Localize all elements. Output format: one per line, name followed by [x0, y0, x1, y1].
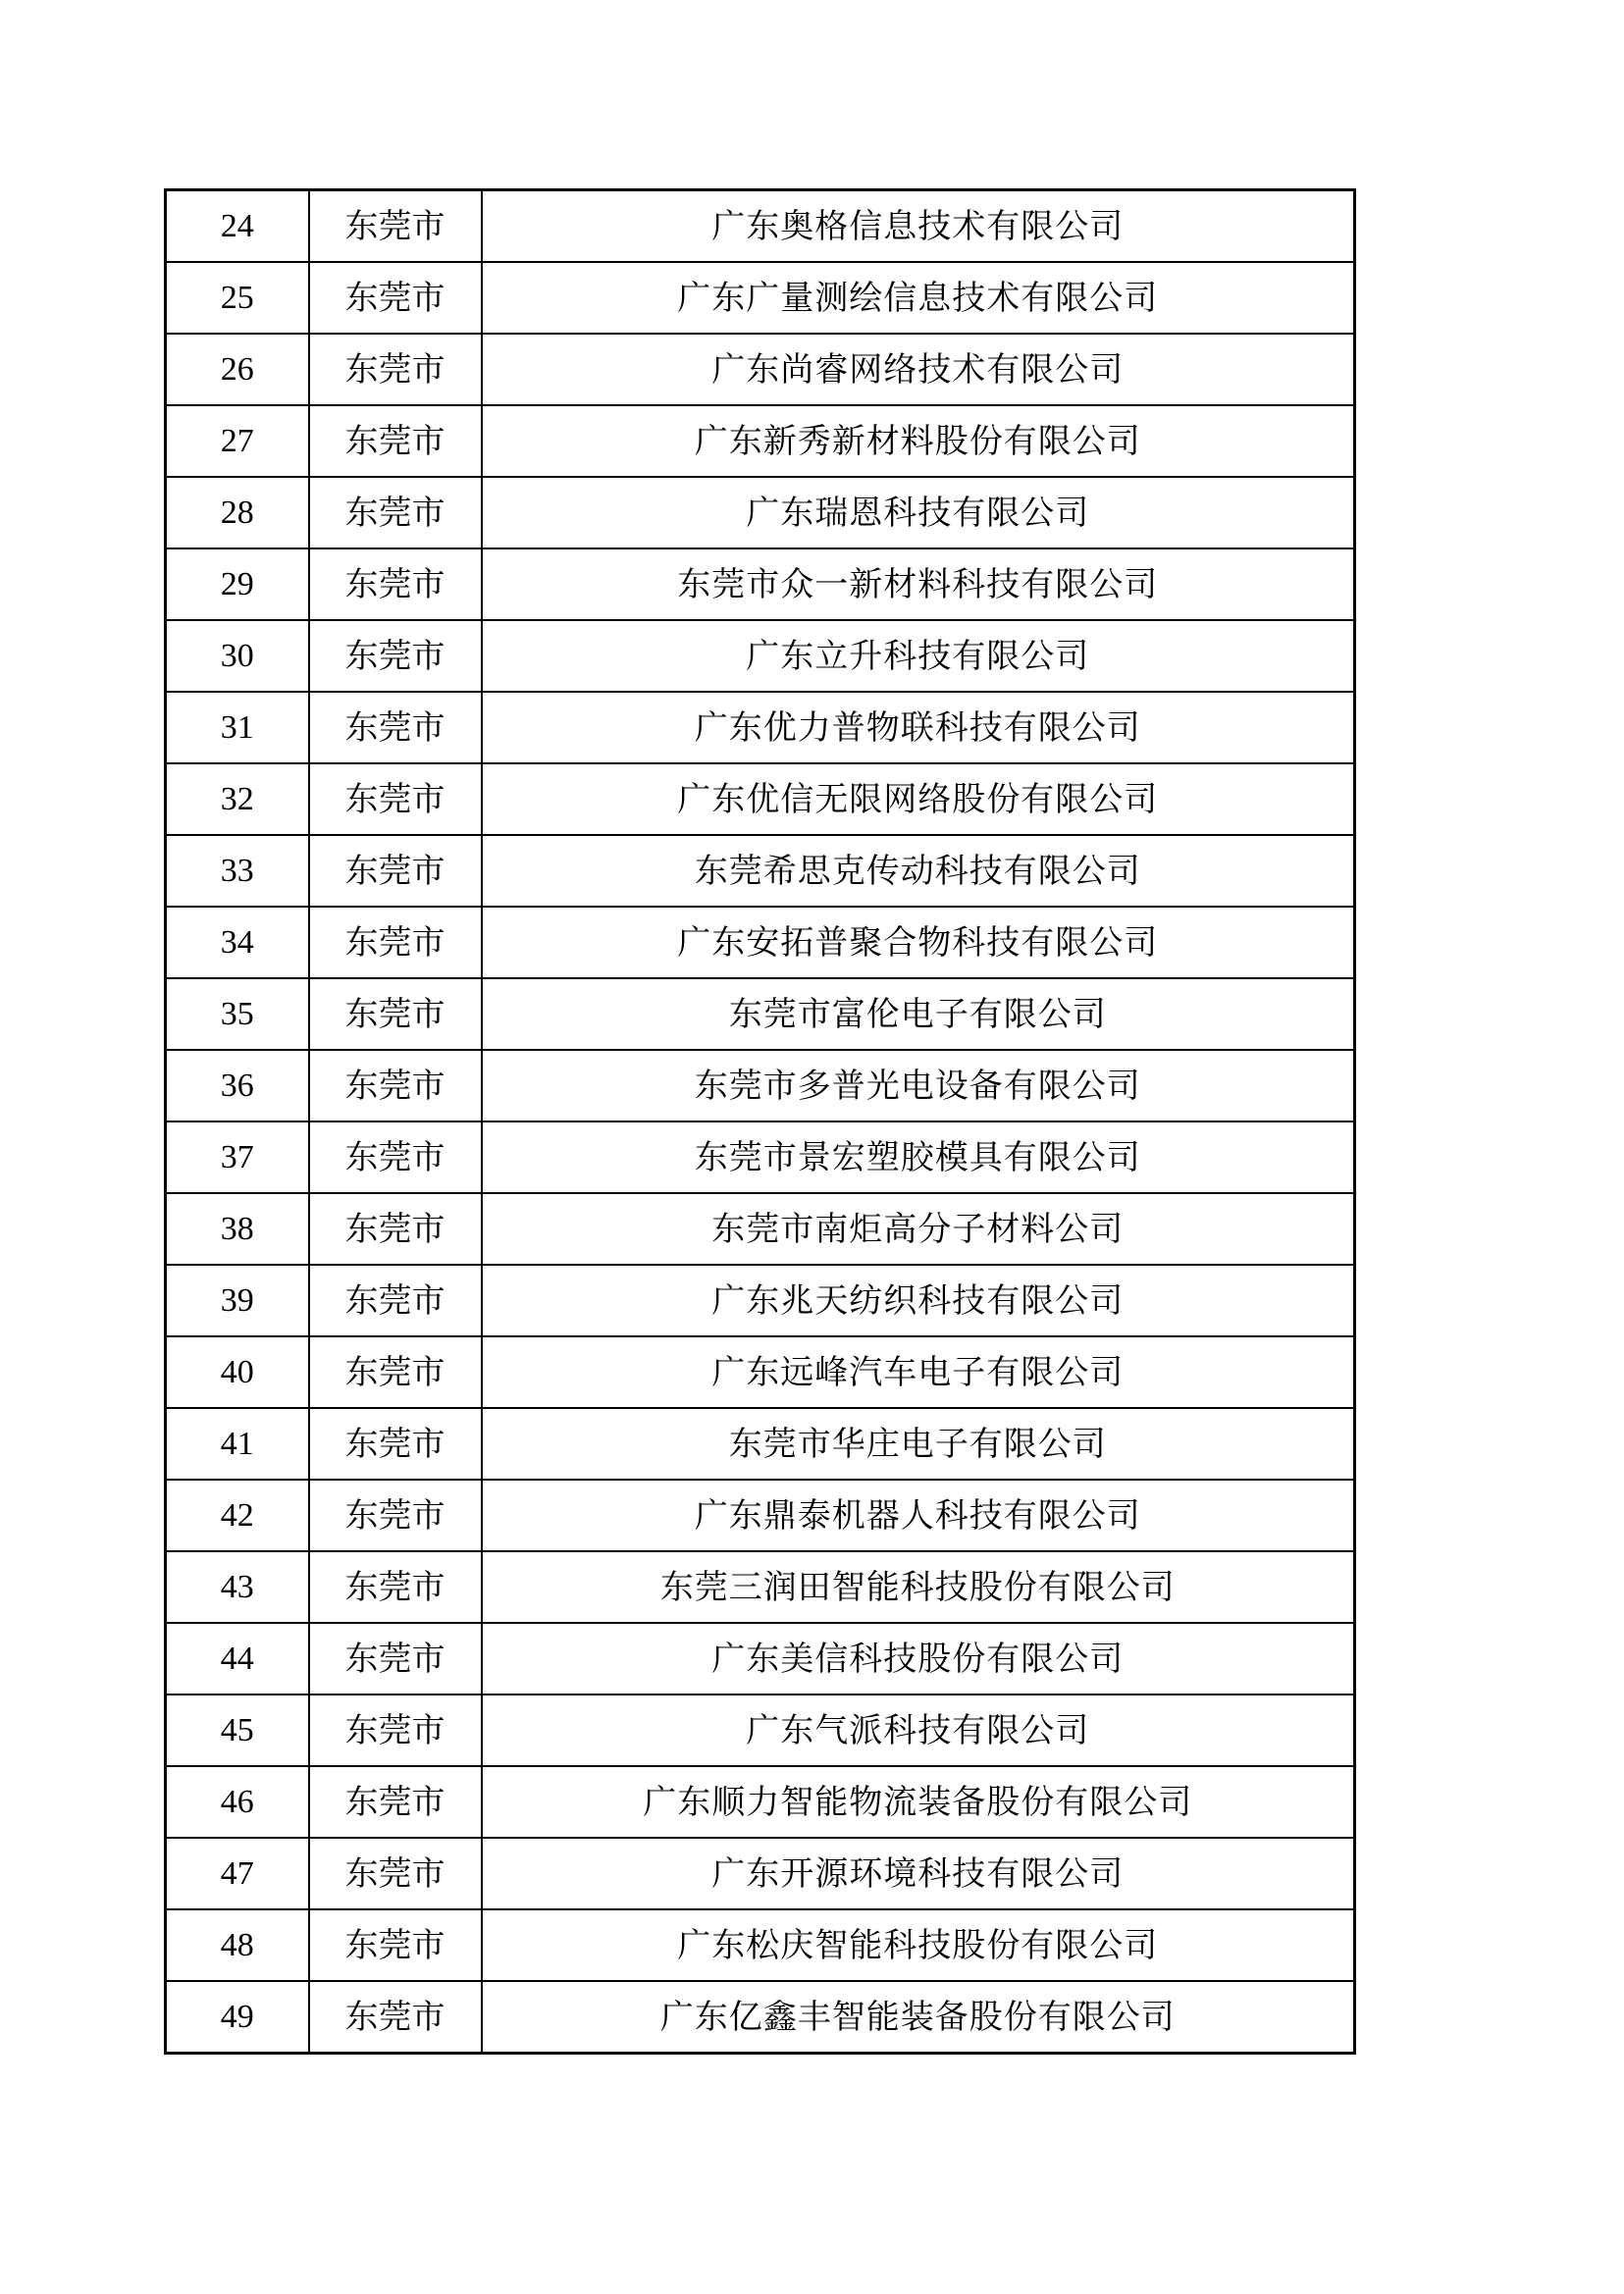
row-number: 31 — [166, 692, 309, 763]
row-number: 44 — [166, 1623, 309, 1694]
table-row — [166, 1551, 1355, 1623]
city-cell: 东莞市 — [309, 1050, 482, 1121]
city-cell: 东莞市 — [309, 1336, 482, 1408]
row-number: 45 — [166, 1694, 309, 1766]
company-name-cell: 东莞市南炬高分子材料公司 — [482, 1193, 1355, 1265]
table-row — [166, 190, 1355, 263]
company-name-cell: 东莞市景宏塑胶模具有限公司 — [482, 1121, 1355, 1193]
table-row — [166, 1193, 1355, 1265]
row-number: 33 — [166, 835, 309, 907]
city-cell: 东莞市 — [309, 190, 482, 263]
company-name-cell: 广东顺力智能物流装备股份有限公司 — [482, 1766, 1355, 1838]
table-row — [166, 1050, 1355, 1121]
table-row — [166, 1909, 1355, 1981]
row-number: 25 — [166, 262, 309, 334]
company-name-cell: 广东新秀新材料股份有限公司 — [482, 405, 1355, 477]
city-cell: 东莞市 — [309, 692, 482, 763]
table-row — [166, 978, 1355, 1050]
table-row — [166, 1265, 1355, 1336]
city-cell: 东莞市 — [309, 477, 482, 548]
city-cell: 东莞市 — [309, 1909, 482, 1981]
company-name-cell: 广东远峰汽车电子有限公司 — [482, 1336, 1355, 1408]
city-cell: 东莞市 — [309, 1623, 482, 1694]
city-cell: 东莞市 — [309, 763, 482, 835]
table-body — [166, 190, 1355, 2054]
table-row — [166, 334, 1355, 405]
table-row — [166, 620, 1355, 692]
table-row — [166, 477, 1355, 548]
company-name-cell: 广东立升科技有限公司 — [482, 620, 1355, 692]
company-name-cell: 广东瑞恩科技有限公司 — [482, 477, 1355, 548]
table-row — [166, 1766, 1355, 1838]
company-name-cell: 广东松庆智能科技股份有限公司 — [482, 1909, 1355, 1981]
table-row — [166, 1336, 1355, 1408]
row-number: 32 — [166, 763, 309, 835]
city-cell: 东莞市 — [309, 1551, 482, 1623]
row-number: 48 — [166, 1909, 309, 1981]
table-row — [166, 835, 1355, 907]
row-number: 47 — [166, 1838, 309, 1909]
row-number: 35 — [166, 978, 309, 1050]
company-name-cell: 广东美信科技股份有限公司 — [482, 1623, 1355, 1694]
city-cell: 东莞市 — [309, 405, 482, 477]
table-row — [166, 763, 1355, 835]
company-name-cell: 广东安拓普聚合物科技有限公司 — [482, 907, 1355, 978]
company-list-table — [164, 188, 1356, 2055]
row-number: 38 — [166, 1193, 309, 1265]
table-row — [166, 262, 1355, 334]
row-number: 39 — [166, 1265, 309, 1336]
row-number: 40 — [166, 1336, 309, 1408]
company-name-cell: 广东优力普物联科技有限公司 — [482, 692, 1355, 763]
table-row — [166, 405, 1355, 477]
company-name-cell: 广东鼎泰机器人科技有限公司 — [482, 1480, 1355, 1551]
table-row — [166, 1480, 1355, 1551]
company-name-cell: 广东开源环境科技有限公司 — [482, 1838, 1355, 1909]
company-name-cell: 广东兆天纺织科技有限公司 — [482, 1265, 1355, 1336]
table-row — [166, 1838, 1355, 1909]
company-name-cell: 广东亿鑫丰智能装备股份有限公司 — [482, 1981, 1355, 2054]
company-name-cell: 东莞市富伦电子有限公司 — [482, 978, 1355, 1050]
company-name-cell: 东莞希思克传动科技有限公司 — [482, 835, 1355, 907]
city-cell: 东莞市 — [309, 620, 482, 692]
city-cell: 东莞市 — [309, 548, 482, 620]
city-cell: 东莞市 — [309, 1121, 482, 1193]
row-number: 27 — [166, 405, 309, 477]
company-name-cell: 广东气派科技有限公司 — [482, 1694, 1355, 1766]
row-number: 26 — [166, 334, 309, 405]
row-number: 42 — [166, 1480, 309, 1551]
row-number: 37 — [166, 1121, 309, 1193]
city-cell: 东莞市 — [309, 1838, 482, 1909]
table-row — [166, 1408, 1355, 1480]
company-name-cell: 东莞市华庄电子有限公司 — [482, 1408, 1355, 1480]
row-number: 30 — [166, 620, 309, 692]
company-name-cell: 广东优信无限网络股份有限公司 — [482, 763, 1355, 835]
row-number: 46 — [166, 1766, 309, 1838]
city-cell: 东莞市 — [309, 1766, 482, 1838]
city-cell: 东莞市 — [309, 1981, 482, 2054]
city-cell: 东莞市 — [309, 1694, 482, 1766]
row-number: 36 — [166, 1050, 309, 1121]
table-row — [166, 692, 1355, 763]
table-row — [166, 907, 1355, 978]
company-name-cell: 广东尚睿网络技术有限公司 — [482, 334, 1355, 405]
city-cell: 东莞市 — [309, 1265, 482, 1336]
table-row — [166, 1121, 1355, 1193]
city-cell: 东莞市 — [309, 1480, 482, 1551]
row-number: 49 — [166, 1981, 309, 2054]
row-number: 28 — [166, 477, 309, 548]
table-row — [166, 1981, 1355, 2054]
row-number: 41 — [166, 1408, 309, 1480]
company-name-cell: 广东广量测绘信息技术有限公司 — [482, 262, 1355, 334]
city-cell: 东莞市 — [309, 978, 482, 1050]
row-number: 24 — [166, 190, 309, 263]
table-row — [166, 548, 1355, 620]
company-name-cell: 广东奥格信息技术有限公司 — [482, 190, 1355, 263]
city-cell: 东莞市 — [309, 907, 482, 978]
city-cell: 东莞市 — [309, 1408, 482, 1480]
company-name-cell: 东莞三润田智能科技股份有限公司 — [482, 1551, 1355, 1623]
city-cell: 东莞市 — [309, 262, 482, 334]
company-name-cell: 东莞市多普光电设备有限公司 — [482, 1050, 1355, 1121]
table-row — [166, 1694, 1355, 1766]
city-cell: 东莞市 — [309, 1193, 482, 1265]
city-cell: 东莞市 — [309, 334, 482, 405]
row-number: 29 — [166, 548, 309, 620]
city-cell: 东莞市 — [309, 835, 482, 907]
company-name-cell: 东莞市众一新材料科技有限公司 — [482, 548, 1355, 620]
row-number: 34 — [166, 907, 309, 978]
row-number: 43 — [166, 1551, 309, 1623]
table-row — [166, 1623, 1355, 1694]
